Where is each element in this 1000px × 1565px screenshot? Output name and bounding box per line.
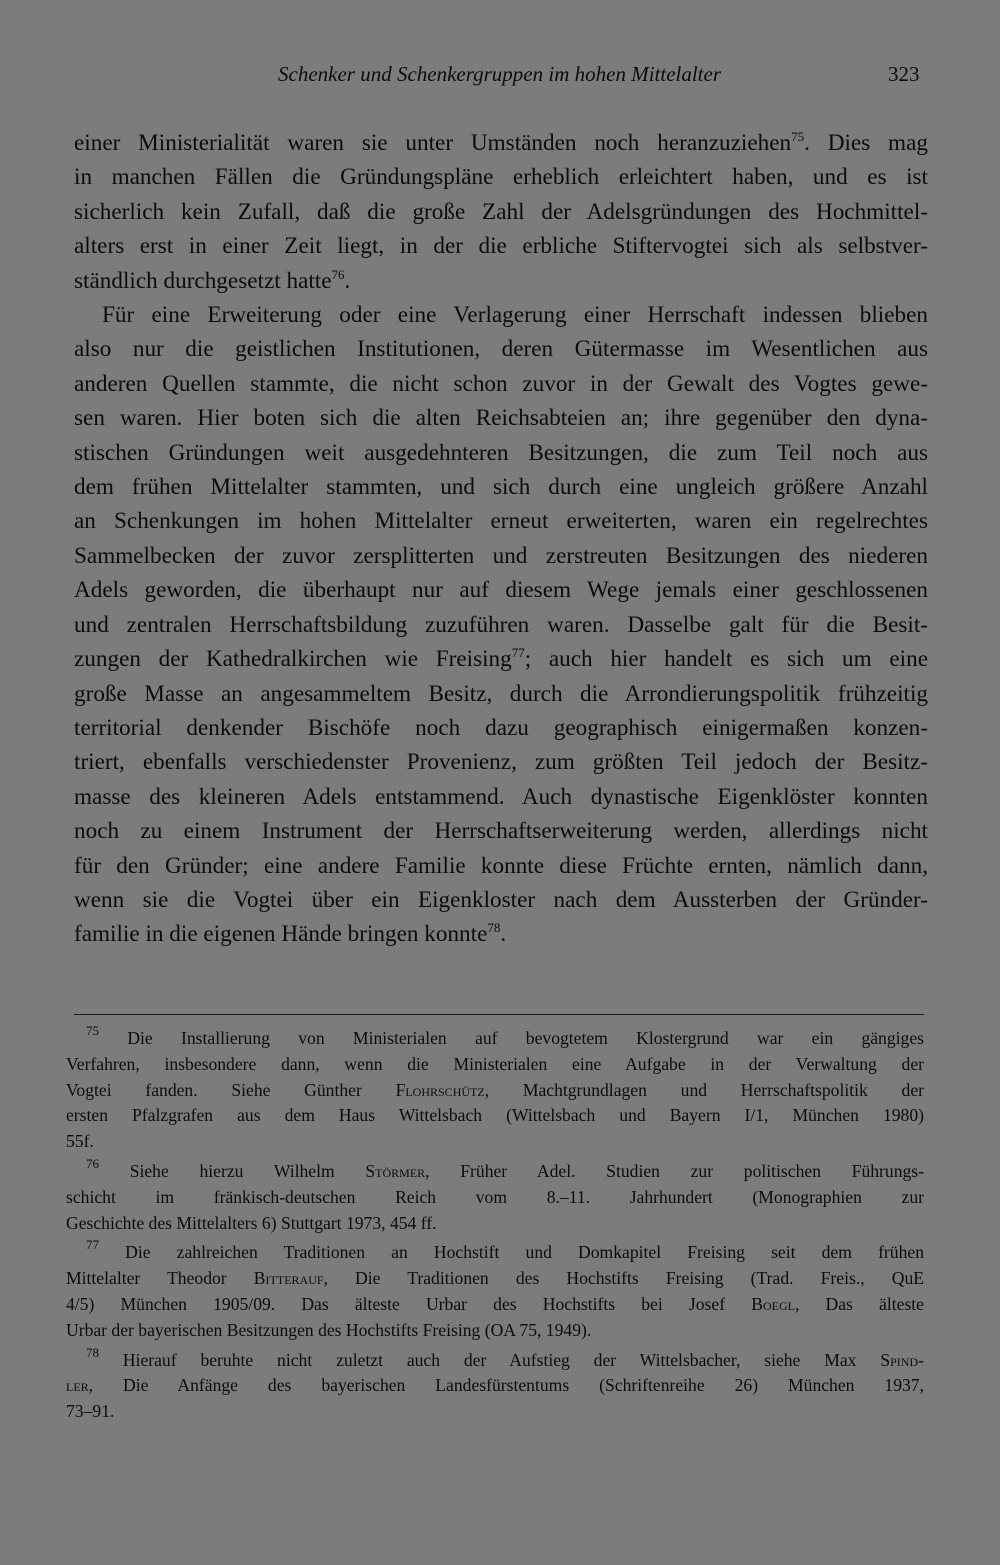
text-line: familie in die eigenen Hände bringen konnte$^{78}$.	[74, 920, 507, 948]
text-line: Sammelbecken der zuvor zersplitterten und zerstreuten Besitzungen des niederen	[74, 542, 928, 569]
text-line: stischen Gründungen weit ausgedehnteren Besitzungen, die zum Teil noch aus	[74, 439, 928, 466]
footnote-line: ersten Pfalzgrafen aus dem Haus Wittelsbach (Wittelsbach und Bayern I/1, München 1980)	[66, 1105, 924, 1126]
text-line: masse des kleineren Adels entstammend. Auch dynastische Eigenklöster konnten	[74, 783, 928, 810]
text-line: sicherlich kein Zufall, daß die große Zahl der Adelsgründungen des Hochmittel-	[74, 198, 928, 225]
text-line: sen waren. Hier boten sich die alten Reichsabteien an; ihre gegenüber den dyna-	[74, 405, 928, 432]
text-line: große Masse an angesammeltem Besitz, durch die Arrondierungspolitik frühzeitig	[74, 680, 928, 707]
page-number: 323	[888, 62, 920, 86]
text-line: für den Gründer; eine andere Familie konnte diese Früchte ernten, nämlich dann,	[74, 852, 928, 879]
footnote-line: $^{76}$ Siehe hierzu Wilhelm Störmer, Früher Adel. Studien zur politischen Führungs-	[86, 1155, 925, 1181]
footnote-line: Verfahren, insbesondere dann, wenn die Ministerialen eine Aufgabe in der Verwaltung der	[66, 1053, 924, 1074]
footnote-75	[66, 1023, 924, 1155]
footnote-number: 77	[86, 1237, 99, 1253]
footnote-line: Urbar der bayerischen Besitzungen des Hochstifts Freising (OA 75, 1949).	[66, 1319, 592, 1340]
footnote-line: $^{77}$ Die zahlreichen Traditionen an Hochstift und Domkapitel Freising seit dem frühen	[86, 1237, 924, 1263]
text-line: und zentralen Herrschaftsbildung zuzuführen waren. Dasselbe galt für die Besit-	[74, 611, 928, 638]
footnote-number: 75	[86, 1023, 99, 1038]
text-line: territorial denkender Bischöfe noch dazu geographisch einigermaßen konzen-	[74, 714, 928, 741]
text-line: dem frühen Mittelalter stammten, und sich durch eine ungleich größere Anzahl	[74, 474, 928, 501]
footnote-separator	[74, 1014, 924, 1015]
running-title: Schenker und Schenkergruppen im hohen Mittelalter	[278, 62, 722, 86]
footnote-line: Vogtei fanden. Siehe Günther Flohrschütz, Machtgrundlagen und Herrschaftspolitik der	[66, 1079, 924, 1100]
footnote-line: Mittelalter Theodor Bitterauf, Die Traditionen des Hochstifts Freising (Trad. Freis., QuE	[66, 1268, 924, 1289]
author-name: Störmer	[365, 1160, 426, 1181]
footnote-76	[66, 1155, 925, 1236]
footnote-line: 55f.	[66, 1131, 94, 1152]
footnotes	[66, 1023, 925, 1425]
text-line: anderen Quellen stammte, die nicht schon zuvor in der Gewalt des Vogtes gewe-	[74, 370, 928, 397]
text-line: triert, ebenfalls verschiedenster Provenienz, zum größten Teil jedoch der Besitz-	[74, 749, 928, 776]
text-line: Adels geworden, die überhaupt nur auf diesem Wege jemals einer geschlossenen	[74, 577, 928, 604]
text-line: einer Ministerialität waren sie unter Umständen noch heranzuziehen$^{75}$. Dies mag	[74, 129, 928, 156]
text-line: Für eine Erweiterung oder eine Verlagerung einer Herrschaft indessen blieben	[102, 302, 928, 329]
text-line: in manchen Fällen die Gründungspläne erheblich erleichtert haben, und es ist	[74, 164, 928, 191]
footnote-ref-76[interactable]: 76	[331, 266, 345, 282]
footnote-77	[66, 1237, 924, 1343]
text-line: alters erst in einer Zeit liegt, in der die erbliche Stiftervogtei sich als selbstver-	[74, 233, 928, 260]
running-header	[0, 62, 1000, 92]
footnote-line: $^{75}$ Die Installierung von Ministerialen auf bevogtetem Klostergrund war ein gängiges	[86, 1023, 924, 1048]
footnote-ref-77[interactable]: 77	[511, 645, 525, 661]
paragraph-2	[74, 298, 928, 952]
author-name: ler	[66, 1375, 89, 1396]
text-line: ständlich durchgesetzt hatte$^{76}$.	[74, 266, 351, 294]
text-line: an Schenkungen im hohen Mittelalter erneut erweiterten, waren ein regelrechtes	[74, 508, 928, 535]
footnote-line: Geschichte des Mittelalters 6) Stuttgart 1973, 454 ff.	[66, 1212, 437, 1233]
footnote-number: 78	[86, 1344, 99, 1360]
footnote-ref-78[interactable]: 78	[487, 920, 501, 936]
text-line: noch zu einem Instrument der Herrschaftserweiterung werden, allerdings nicht	[74, 818, 928, 845]
text-line: wenn sie die Vogtei über ein Eigenkloster nach dem Aussterben der Gründer-	[74, 886, 928, 913]
author-name: Spind-	[880, 1349, 924, 1370]
footnote-line: schicht im fränkisch-deutschen Reich vom 8.–11. Jahrhundert (Monographien zur	[66, 1186, 924, 1207]
footnote-line: $^{78}$ Hierauf beruhte nicht zuletzt auch der Aufstieg der Wittelsbacher, siehe Max Spind-	[86, 1344, 924, 1370]
footnote-line: ler, Die Anfänge des bayerischen Landesfürstentums (Schriftenreihe 26) München 1937,	[66, 1375, 924, 1396]
main-text	[74, 126, 928, 952]
footnote-line: 4/5) München 1905/09. Das älteste Urbar des Hochstifts bei Josef Boegl, Das älteste	[66, 1293, 924, 1314]
text-line: zungen der Kathedralkirchen wie Freising$^{77}$; auch hier handelt es sich um eine	[74, 645, 928, 673]
footnote-78	[66, 1344, 924, 1425]
paragraph-1	[74, 126, 928, 298]
text-line: also nur die geistlichen Institutionen, deren Gütermasse im Wesentlichen aus	[74, 336, 928, 363]
footnote-line: 73–91.	[66, 1401, 115, 1422]
author-name: Boegl	[751, 1293, 795, 1314]
footnote-ref-75[interactable]: 75	[791, 129, 805, 144]
author-name: Flohrschütz	[395, 1079, 485, 1100]
footnote-number: 76	[86, 1155, 99, 1171]
author-name: Bitterauf	[253, 1268, 324, 1289]
